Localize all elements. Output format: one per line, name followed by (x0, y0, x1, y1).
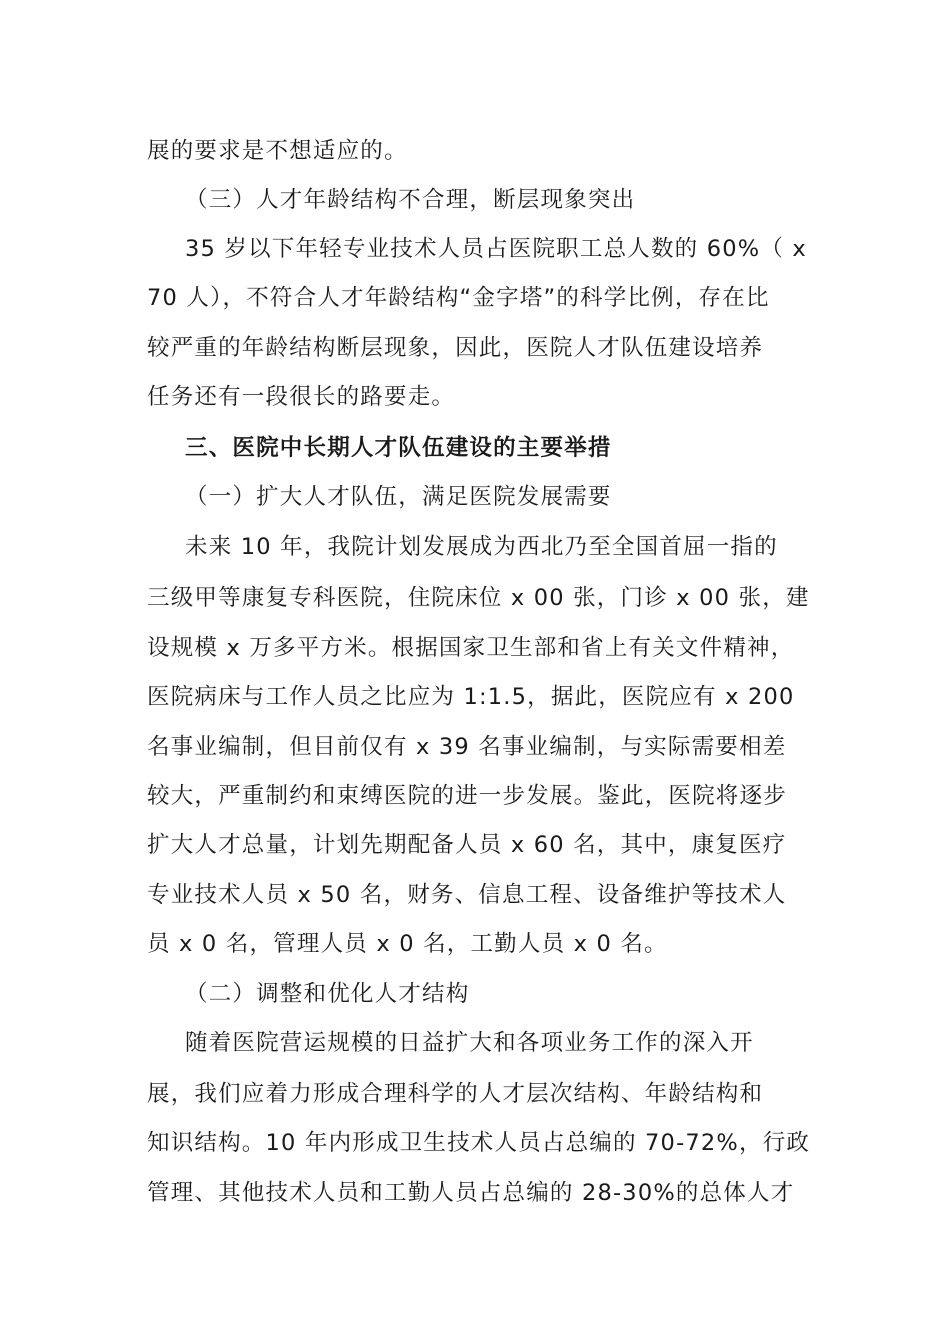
paragraph-line: 扩大人才总量，计划先期配备人员 x 60 名，其中，康复医疗 (147, 832, 787, 858)
section-heading: 三、医院中长期人才队伍建设的主要举措 (185, 435, 612, 461)
subsection-heading: （一）扩大人才队伍，满足医院发展需要 (185, 484, 612, 510)
paragraph-line: 较严重的年龄结构断层现象，因此，医院人才队伍建设培养 (147, 335, 764, 361)
paragraph-line: 展的要求是不想适应的。 (147, 138, 408, 164)
paragraph-line: 展，我们应着力形成合理科学的人才层次结构、年龄结构和 (147, 1081, 764, 1107)
subsection-heading: （三）人才年龄结构不合理，断层现象突出 (185, 187, 636, 213)
paragraph-line: 任务还有一段很长的路要走。 (147, 384, 456, 410)
paragraph-line: 专业技术人员 x 50 名，财务、信息工程、设备维护等技术人 (147, 882, 787, 908)
paragraph-line: 名事业编制，但目前仅有 x 39 名事业编制，与实际需要相差 (147, 734, 787, 760)
subsection-heading: （二）调整和优化人才结构 (185, 981, 470, 1007)
paragraph-line: 未来 10 年，我院计划发展成为西北乃至全国首屈一指的 (185, 534, 778, 560)
paragraph-line: 员 x 0 名，管理人员 x 0 名，工勤人员 x 0 名。 (147, 931, 668, 957)
paragraph-line: 三级甲等康复专科医院，住院床位 x 00 张，门诊 x 00 张，建 (147, 585, 810, 611)
paragraph-line: 较大，严重制约和束缚医院的进一步发展。鉴此，医院将逐步 (147, 783, 787, 809)
paragraph-line: 35 岁以下年轻专业技术人员占医院职工总人数的 60%（ x (185, 236, 807, 262)
paragraph-line: 管理、其他技术人员和工勤人员占总编的 28-30%的总体人才 (147, 1180, 795, 1206)
paragraph-line: 知识结构。10 年内形成卫生技术人员占总编的 70-72%，行政 (147, 1130, 811, 1156)
paragraph-line: 医院病床与工作人员之比应为 1:1.5，据此，医院应有 x 200 (147, 684, 795, 710)
paragraph-line: 设规模 x 万多平方米。根据国家卫生部和省上有关文件精神， (147, 635, 795, 661)
paragraph-line: 70 人），不符合人才年龄结构“金字塔”的科学比例，存在比 (147, 285, 770, 311)
paragraph-line: 随着医院营运规模的日益扩大和各项业务工作的深入开 (185, 1030, 754, 1056)
